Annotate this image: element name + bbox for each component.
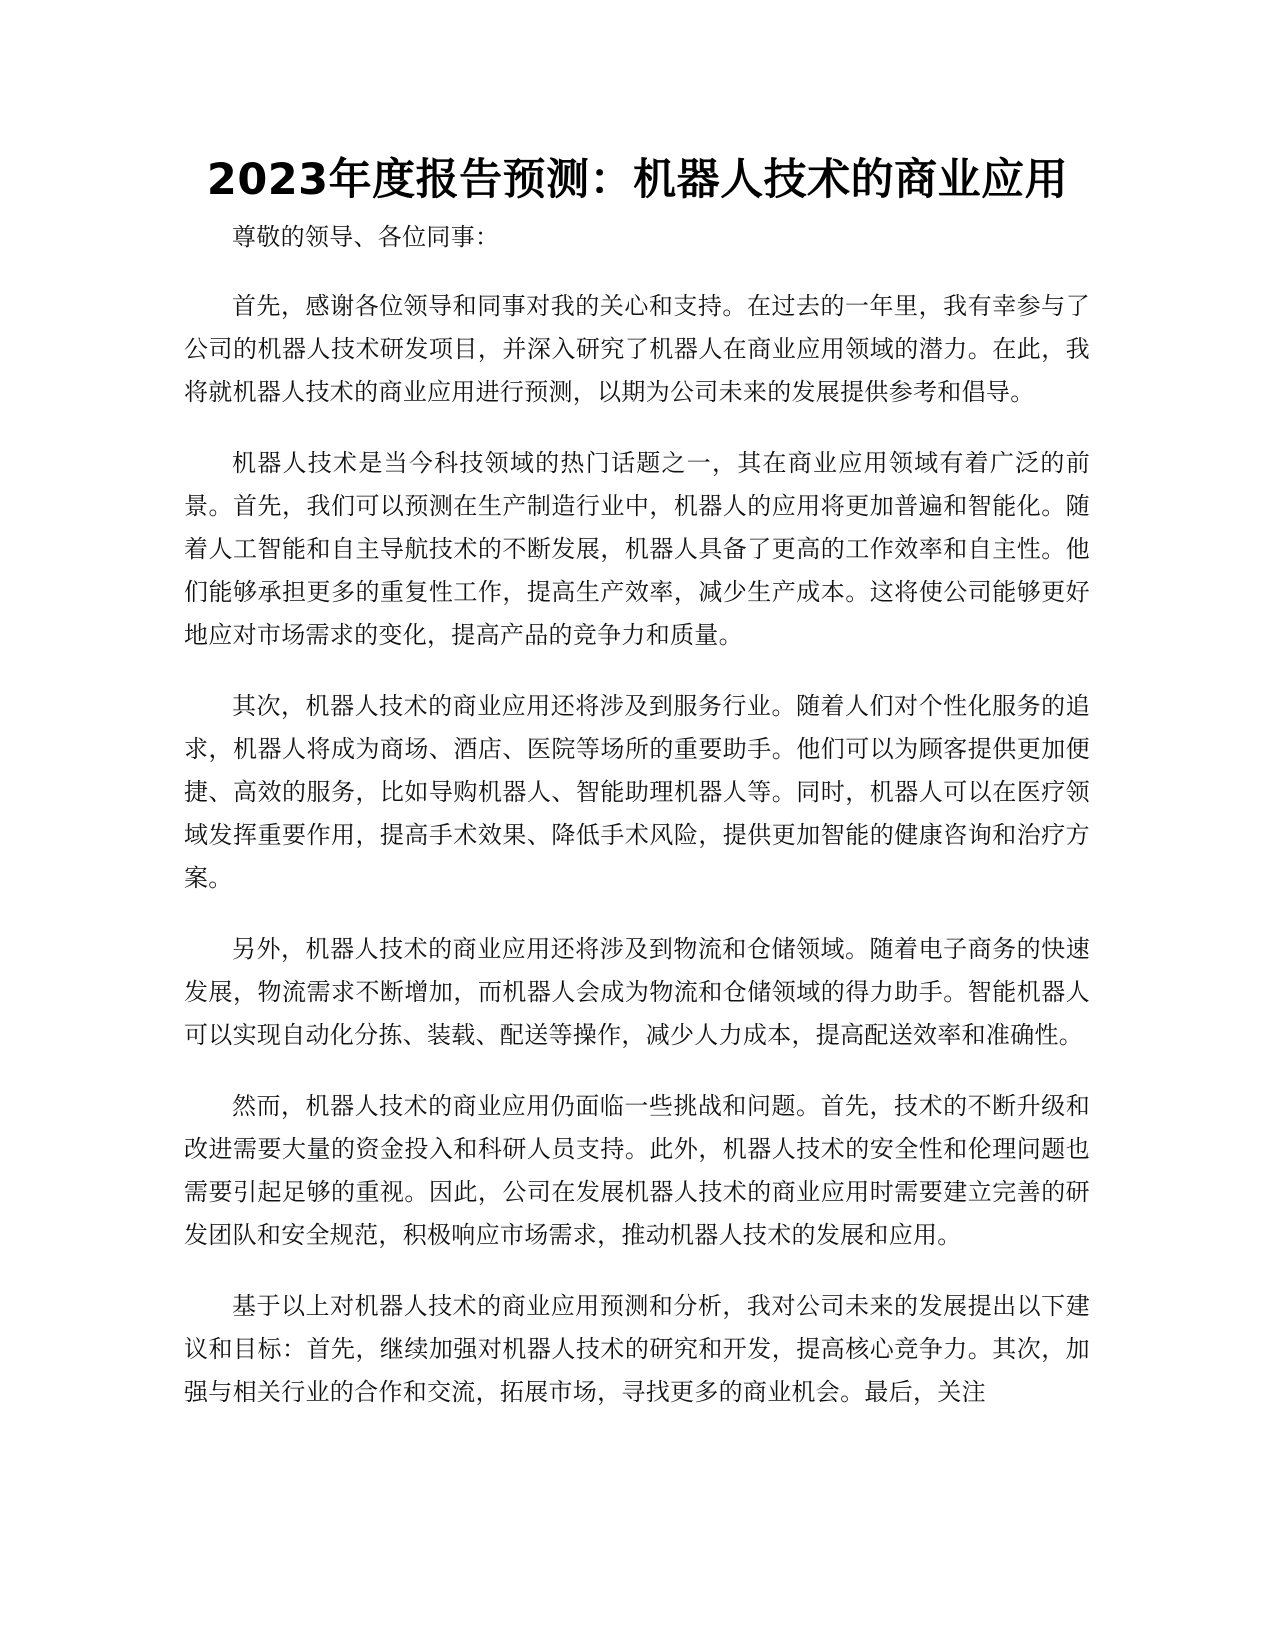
- recommendations-paragraph: 基于以上对机器人技术的商业应用预测和分析，我对公司未来的发展提出以下建议和目标：首先，继续加强对机器人技术的研究和开发，提高核心竞争力。其次，加强与相关行业的合作和交流，拓展市场，寻找更多的商业机会。最后，关注: [184, 1292, 1090, 1406]
- manufacturing-paragraph: 机器人技术是当今科技领域的热门话题之一，其在商业应用领域有着广泛的前景。首先，我们可以预测在生产制造行业中，机器人的应用将更加普遍和智能化。随着人工智能和自主导航技术的不断发展，机器人具备了更高的工作效率和自主性。他们能够承担更多的重复性工作，提高生产效率，减少生产成本。这将使公司能够更好地应对市场需求的变化，提高产品的竞争力和质量。: [184, 449, 1090, 649]
- challenges-paragraph: 然而，机器人技术的商业应用仍面临一些挑战和问题。首先，技术的不断升级和改进需要大量的资金投入和科研人员支持。此外，机器人技术的安全性和伦理问题也需要引起足够的重视。因此，公司在发展机器人技术的商业应用时需要建立完善的研发团队和安全规范，积极响应市场需求，推动机器人技术的发展和应用。: [184, 1092, 1090, 1249]
- service-industry-paragraph: 其次，机器人技术的商业应用还将涉及到服务行业。随着人们对个性化服务的追求，机器人将成为商场、酒店、医院等场所的重要助手。他们可以为顾客提供更加便捷、高效的服务，比如导购机器人、智能助理机器人等。同时，机器人可以在医疗领域发挥重要作用，提高手术效果、降低手术风险，提供更加智能的健康咨询和治疗方案。: [184, 692, 1090, 892]
- intro-paragraph: 首先，感谢各位领导和同事对我的关心和支持。在过去的一年里，我有幸参与了公司的机器人技术研发项目，并深入研究了机器人在商业应用领域的潜力。在此，我将就机器人技术的商业应用进行预测，以期为公司未来的发展提供参考和倡导。: [184, 292, 1090, 406]
- document-title: 2023年度报告预测：机器人技术的商业应用: [206, 155, 1069, 205]
- logistics-paragraph: 另外，机器人技术的商业应用还将涉及到物流和仓储领域。随着电子商务的快速发展，物流需求不断增加，而机器人会成为物流和仓储领域的得力助手。智能机器人可以实现自动化分拣、装载、配送等操作，减少人力成本，提高配送效率和准确性。: [184, 935, 1090, 1049]
- salutation-paragraph: 尊敬的领导、各位同事：: [232, 223, 500, 251]
- document-body: [184, 216, 1090, 1442]
